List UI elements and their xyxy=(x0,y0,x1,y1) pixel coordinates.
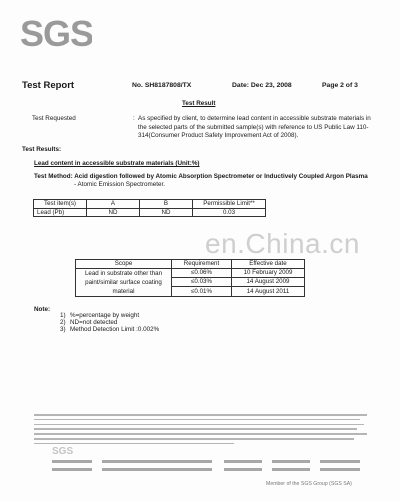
table-header-cell: Effective date xyxy=(232,260,305,269)
table-row xyxy=(34,208,266,217)
table-cell: ≤0.03% xyxy=(172,277,232,286)
test-requested-label: Test Requested xyxy=(32,115,76,122)
list-item xyxy=(60,326,159,333)
scope-cell: Lead in substrate other than paint/similar surface coating material xyxy=(76,268,172,296)
fine-print xyxy=(34,414,367,447)
list-item xyxy=(60,312,159,319)
lead-result-table xyxy=(33,199,266,217)
test-result-title: Test Result xyxy=(182,100,216,107)
table-header-cell: Permissible Limit** xyxy=(193,200,266,209)
test-requested-colon: : xyxy=(133,115,135,122)
page-number: Page 2 of 3 xyxy=(322,82,358,89)
table-header-cell: A xyxy=(87,200,140,209)
table-cell: ≤0.01% xyxy=(172,287,232,296)
table-header-row xyxy=(34,200,266,209)
test-results-label: Test Results: xyxy=(22,146,62,153)
table-cell: Lead (Pb) xyxy=(34,208,87,217)
table-header-row xyxy=(76,260,305,269)
table-cell: ≤0.06% xyxy=(172,268,232,277)
table-header-cell: Scope xyxy=(76,260,172,269)
report-date: Date: Dec 23, 2008 xyxy=(232,82,292,89)
table-cell: 10 February 2009 xyxy=(232,268,305,277)
note-number: 2) xyxy=(60,319,66,327)
requirement-table xyxy=(75,259,305,297)
report-title: Test Report xyxy=(22,80,75,91)
report-number: No. SH8187808/TX xyxy=(132,82,192,89)
table-header-cell: B xyxy=(140,200,193,209)
lead-content-heading: Lead content in accessible substrate materials (Unit:%) xyxy=(34,160,200,167)
table-header-cell: Test item(s) xyxy=(34,200,87,209)
svg-text:SGS: SGS xyxy=(20,14,92,52)
test-method-line1: Test Method: Acid digestion followed by Atomic Absorption Spectrometer or Inductively Coupled Argon Plasma xyxy=(34,173,368,180)
table-row xyxy=(76,268,305,277)
table-cell: 14 August 2011 xyxy=(232,287,305,296)
sgs-logo xyxy=(20,14,92,52)
note-text: ND=not detected xyxy=(70,319,118,327)
test-method-line2: - Atomic Emission Spectrometer. xyxy=(74,181,165,188)
note-text: Method Detection Limit :0.002% xyxy=(70,326,160,334)
sgs-logo-mark xyxy=(20,14,92,52)
table-cell: ND xyxy=(140,208,193,217)
note-label: Note: xyxy=(34,306,51,313)
test-method xyxy=(34,173,379,189)
note-text: %=percentage by weight xyxy=(70,312,140,319)
watermark-text: en.China.cn xyxy=(205,228,360,259)
table-cell: 14 August 2009 xyxy=(232,277,305,286)
test-requested-text: As specified by client, to determine lead content in accessible substrate materials in the selected parts of the submitted sample(s) with reference to US Public Law 110-314(Consumer Product Safety Improvement Act of 2008). xyxy=(138,115,371,139)
footer-logo: SGS xyxy=(52,446,74,457)
list-item xyxy=(60,319,159,326)
note-number: 3) xyxy=(60,326,66,334)
table-header-cell: Requirement xyxy=(172,260,232,269)
note-number: 1) xyxy=(60,312,66,319)
note-list xyxy=(60,312,159,334)
table-cell: 0.03 xyxy=(193,208,266,217)
member-text: Member of the SGS Group (SGS SA) xyxy=(266,481,352,487)
table-cell: ND xyxy=(87,208,140,217)
